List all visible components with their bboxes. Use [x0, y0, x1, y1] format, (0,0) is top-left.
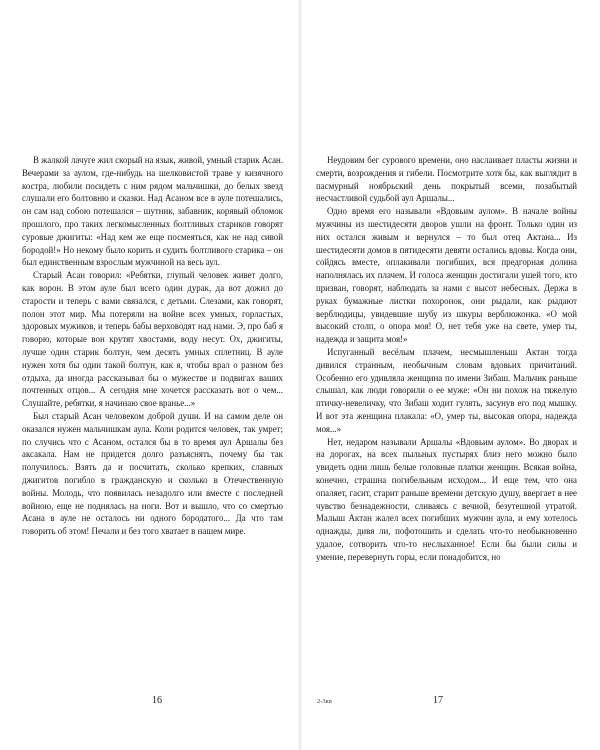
paragraph: Старый Асан говорил: «Ребятки, глупый человек живет долго, как ворон. В этом ауле был всего один дурак, да вот дожил до старости и теперь с вами связался, с детьми. Слезами, как говорят, полон этот мир. Мы потеряли на войне всех умных, горластых, здоровых мужиков, и теперь бабы верховодят над нами. Э, про баб я говорю, которые вон крутят хвостами, воду несут. Ох, джигиты, лучше один старик болтун, чем десять умных сплетниц. В ауле нужен хотя бы один такой болтун, как я, чтобы врал о разном без отдыха, да иногда рассказывал бы о мужестве и подвигах ваших почтенных отцов... А сегодня мне хочется рассказать вот о чем... Слушайте, ребятки, я начинаю свое вранье...» — [22, 270, 283, 409]
right-page-text — [316, 154, 577, 564]
signature-mark: 2-3кв — [317, 698, 332, 705]
paragraph: Был старый Асан человеком доброй души. И на самом деле он оказался нужен мальчишкам аула. Коли родится человек, так умрет; по случись что с Асаном, остался бы в то время аул Аршалы без аксакала. Нам не придется долго разъяснять, почему бы так получилось. Взять да и посчитать, сколько крепких, славных джигитов погибло в гражданскую и сколько в Отечественную войны. Молодь, что появилась незадолго или вместе с последней войною, еще не поднялась на ноги. Вот и вышло, что со смертью Асана в ауле не осталось ни одного бородатого... Да что там говорить об этом! Печали и без того хватает в нашем мире. — [22, 410, 283, 537]
paragraph: Неудовим бег сурового времени, оно наслаивает пласты жизни и смерти, возрождения и гибели. Посмотрите хотя бы, как выглядит в пасмурный ноябрьский день покрытый всеми, позабытый несчастливой судьбой аул Аршалы... — [316, 155, 577, 204]
paragraph: Одно время его называли «Вдовьим аулом». В начале войны мужчины из шестидесяти дворов ушли на фронт. Только один из них остался живым и вернулся – то был отец Актана... Из шестидесяти домов в пятидесяти девяти остались вдовы. Когда они, сойдясь вместе, оплакивали погибших, вся предгорная долина наполнялась их плачем. И голоса женщин достигали ушей того, кто призван, говорят, наблюдать за нами с высот небесных. Держа в руках бумажные листки похоронок, они рыдали, как рыдают верблюдицы, увидевшие шубу из шкуры верблюжонка. «О мой высокий столп, о опора моя! О, нет тебя уже на свете, умер ты, надежда и защита моя!» — [316, 206, 577, 345]
right-page — [300, 0, 600, 750]
paragraph: В жалкой лачуге жил скорый на язык, живой, умный старик Асан. Вечерами за аулом, где-нибудь на шелковистой траве у кизячного костра, любили посидеть с ним рядом мальчишки, до белых звезд слушали его болтовню и сказки. Над Асаном все в ауле потешались, он сам над собою потешался – шутник, забавник, корявый обломок прошлого, про таких легкомысленных болтливых стариков говорят суровые джигиты: «Над кем же еще посмеяться, как не над сивой бородой!» Но некому было корить и судить болтливого старика – он был единственным взрослым мужчиной на весь аул. — [22, 155, 283, 268]
page-number-right: 17 — [433, 695, 443, 706]
paragraph: Нет, недаром называли Аршалы «Вдовьим аулом». Во дворах и на дорогах, на всех пыльных пустырях близ него можно было увидеть одни лишь белые головные платки женщин. Всякая война, конечно, страшна погибельным исходом... И еще тем, что она опаляет, гасит, старит раньше времени детскую душу, ввергает в нее чувство безнадежности, сливаясь с вечной, безутешной утратой. Малыш Актан жалел всех погибших мужчин аула, и ему хотелось однажды, дивя ли, пофотошить и сделать что-то необыкновенно удалое, сотворить что-то неслыханное! Если бы были силы и умение, перевернуть горы, если понадобится, но — [316, 436, 577, 562]
page-number-left: 16 — [152, 695, 162, 706]
paragraph: Испуганный весёлым плачем, несмышленыш Актан тогда дивился странным, необычным словам вдовьих причитаний. Особенно его удивляла женщина по имени Зибаш. Мальчик раньше слышал, как люди говорили о ее муже: «Он ни похож на тяжелую птичку-невеличку, что Зибаш ходит гулять, засунув его под мышку. И вот эта женщина плакала: «О, умер ты, высокая опора, надежда моя...» — [316, 346, 577, 434]
left-page-text — [22, 154, 283, 538]
